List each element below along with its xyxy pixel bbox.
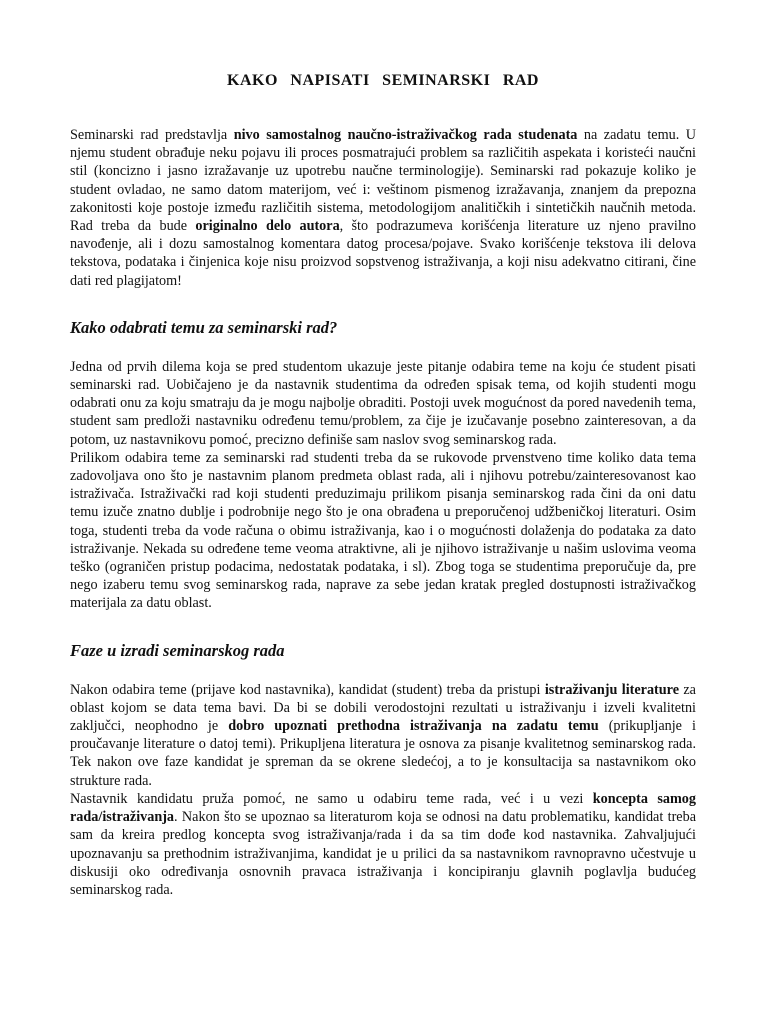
section1-paragraph-1: Jedna od prvih dilema koja se pred studentom ukazuje jeste pitanje odabira teme na koju će student pisati seminarski rad. Uobičajeno je da nastavnik studentima da određen spisak tema, od kojih studenti mogu odabrati onu za koju smatraju da je mogu najbolje obraditi. Postoji uvek mogućnost da pored navedenih tema, student sam predloži nastavniku određenu temu/problem, za čije je izučavanje posebno zainteresovan, a da potom, uz nastavnikovu pomoć, precizno definiše sam naslov svog seminarskog rada. bbox=[70, 358, 696, 448]
s2p1-text-1: Nakon odabira teme (prijave kod nastavnika), kandidat (student) treba da pristupi bbox=[70, 681, 545, 698]
s2p1-bold-2: dobro upoznati prethodna istraživanja na zadatu temu bbox=[228, 718, 599, 735]
section2-paragraph-2 bbox=[70, 790, 696, 899]
intro-bold-1: nivo samostalnog naučno-istraživačkog rada studenata bbox=[233, 127, 578, 143]
intro-text-1: Seminarski rad predstavlja bbox=[70, 127, 234, 143]
section-heading-phases: Faze u izradi seminarskog rada bbox=[70, 640, 285, 660]
intro-bold-2: originalno delo autora bbox=[195, 218, 340, 235]
intro-paragraph bbox=[70, 126, 696, 290]
intro-text-2: na zadatu temu. U njemu student obrađuje neku pojavu ili proces posmatrajući problem sa različitih aspekata i koristeći naučni stil (koncizno i jasno izražavanje uz upotrebu naučne terminologije). Seminarski rad pokazuje koliko je student ovladao, ne samo datom materijom, već i: veštinom pismenog izražavanja, znanjem da prepozna zakonitosti koje postoje između različitih sistema, metodologijom analitičkih i sintetičkih naučnih metoda. Rad treba da bude bbox=[70, 127, 696, 235]
intro-text-3: , što podrazumeva korišćenja literature uz njeno pravilno navođenje, ali i dozu samostalnog komentara datog procesa/pojave. Svako korišćenje tekstova ili delova tekstova, podataka i činjenica koje nisu proizvod sopstvenog istraživanja, a koji nisu adekvatno citirani, čine dati red plagijatom! bbox=[70, 218, 696, 289]
s2p1-text-3: (prikupljanje i proučavanje literature o datoj temi). Prikupljena literatura je osnova za pisanje kvalitetnog seminarskog rada. Tek nakon ove faze kandidat je spreman da se okrene sledećoj, a to je konsultacija sa nastavnikom oko strukture rada. bbox=[70, 718, 696, 789]
s2p2-text-2: . Nakon što se upoznao sa literaturom koja se odnosi na datu problematiku, kandidat treba sam da kreira predlog koncepta svog istraživanja/rada i da sa tim dođe kod nastavnika. Zahvaljujući upoznavanju sa prethodnim istraživanjima, kandidat je u prilici da sa nastavnikom ravnopravno učestvuje u diskusiji oko određivanja osnovnih pravaca istraživanja i koncipiranju glavnih poglavlja budućeg seminarskog rada. bbox=[70, 809, 696, 898]
s2p2-text-1: Nastavnik kandidatu pruža pomoć, ne samo u odabiru teme rada, već i u vezi bbox=[70, 790, 593, 807]
section-heading-choose-topic: Kako odabrati temu za seminarski rad? bbox=[70, 317, 338, 337]
s2p1-bold-1: istraživanju literature bbox=[544, 681, 679, 698]
s2p2-bold-1: koncepta samog rada/istraživanja bbox=[70, 790, 696, 826]
section2-paragraph-1 bbox=[70, 681, 696, 790]
section1-paragraph-2: Prilikom odabira teme za seminarski rad studenti treba da se rukovode prvenstveno time koliko data tema zadovoljava ono što je nastavnim planom predmeta oblast rada, ali i njihovu potrebu/zainteresovanost kao istraživača. Istraživački rad koji studenti preduzimaju prilikom pisanja seminarskog rada čini da oni datu temu izuče znatno dublje i podrobnije nego što je ona obrađena u preporučenoj udžbeničkoj literaturi. Osim toga, studenti treba da vode računa o obimu istraživanja, kao i o mogućnosti dolaženja do podataka za dato istraživanje. Nekada su određene teme veoma atraktivne, ali je njihovo istraživanje u našim uslovima veoma teško (ograničen pristup podacima, nedostatak podataka, i sl). Zbog toga se studentima preporučuje da, pre nego izaberu temu svog seminarskog rada, naprave za sebe jedan kratak pregled dostupnosti istraživačkog materijala za datu oblast. bbox=[70, 449, 696, 612]
s2p1-text-2: za oblast kojom se data tema bavi. Da bi se dobili verodostojni rezultati u istraživanju i izveli kvalitetni zaključci, neophodno je bbox=[70, 681, 696, 735]
document-title: KAKO NAPISATI SEMINARSKI RAD bbox=[227, 72, 539, 89]
